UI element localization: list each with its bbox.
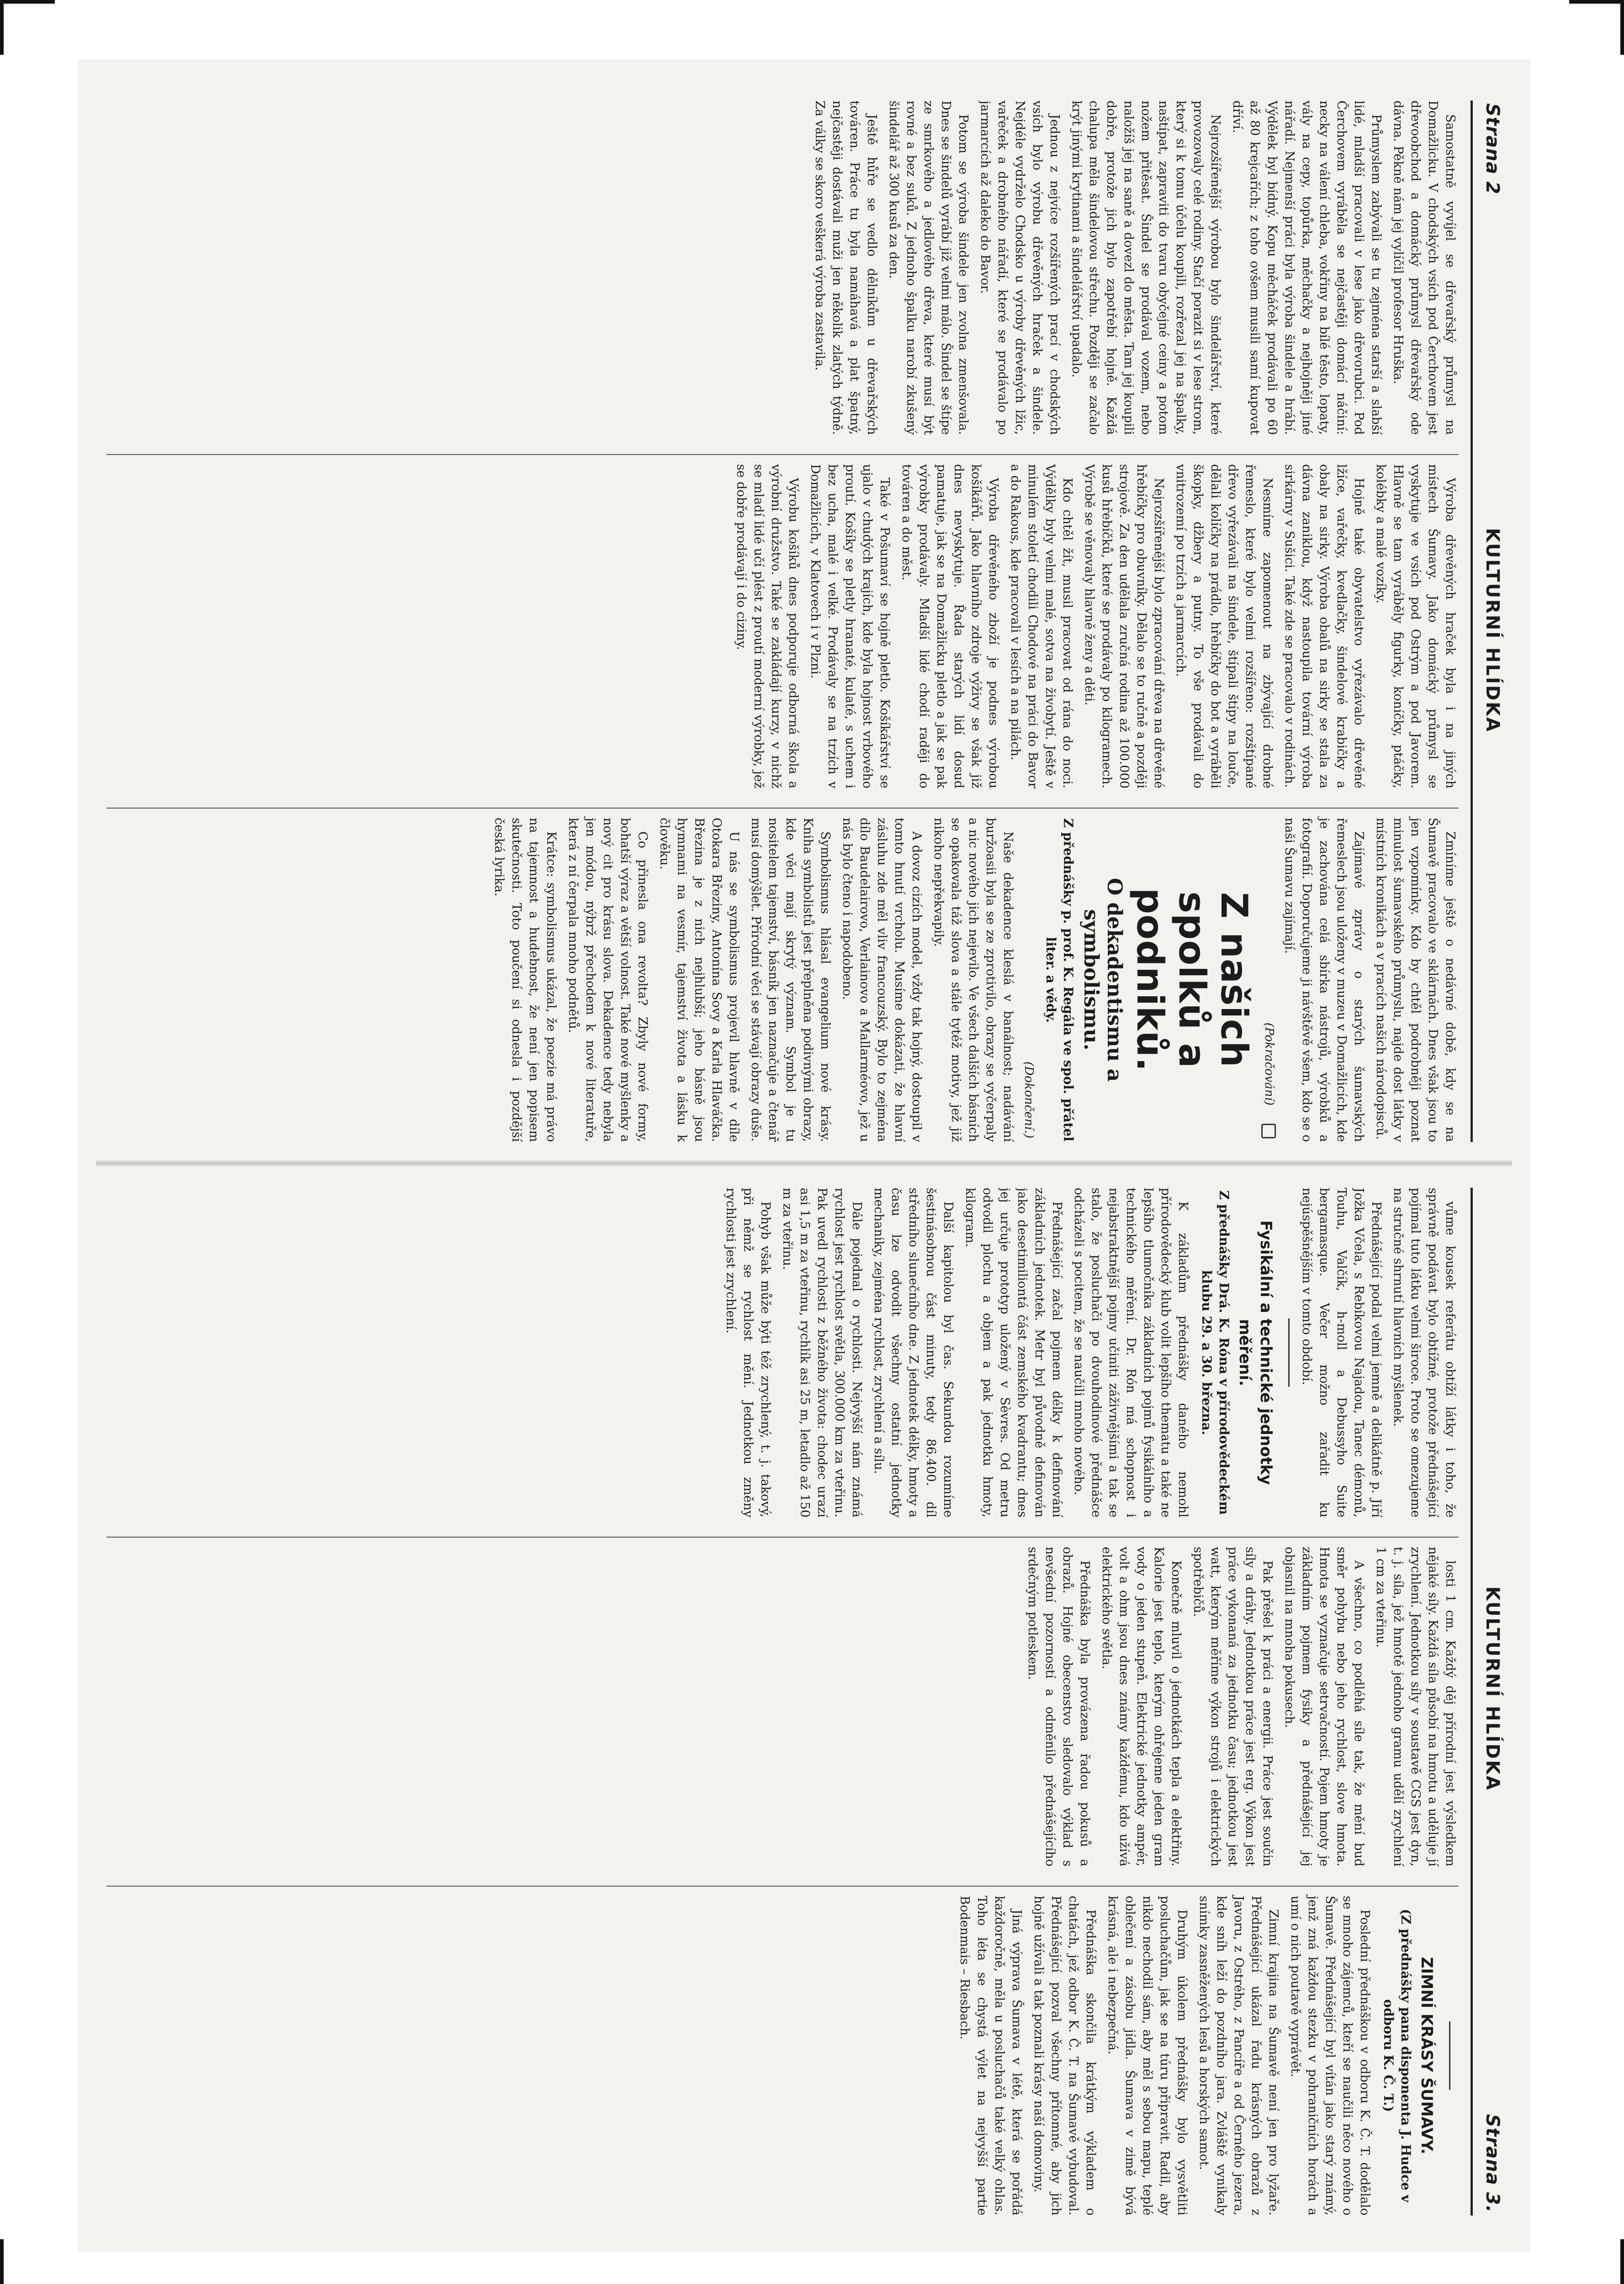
paragraph: Symbolismus hlásal evangelium nové krásy. Kniha symbolistů jest přeplněna podivnými obrazy, kde věci mají skrytý význam. Symbol je tu nositelem tajemství, básník jen naznačuje a čtenář musí domýšlet. Přírodní věci se stávají obrazy duše.	[749, 818, 832, 1142]
columns-left	[106, 100, 1459, 1142]
paragraph: Druhým úkolem přednášky bylo vysvětliti posluchačům, jak se na túru připravit. Radil, aby nikdo nechodil sám, aby měl s sebou mapu, teplé oblečení a zásobu jídla. Šumava v zimě bývá krásná, ale i nebezpečná.	[1106, 1896, 1189, 2215]
page-left	[96, 100, 1503, 1142]
paragraph: Poslední přednáškou v odboru K. Č. T. dodělalo se mnoho zájemců, kteří se naučili něco nového o Šumavě. Přednášející byl vítán jako starý známý, jenž zná každou stezku v pohraničních horách a umí o nich poutavě vyprávět.	[1288, 1896, 1372, 2215]
columns-right	[106, 1188, 1459, 2215]
paragraph: Výrobu košíků dnes podporuje odborná škola a výrobní družstvo. Také se zakládají kurzy, v nichž se mladí lidé učí plést z proutí moderní výrobky, jež se dobře prodávají i do ciziny.	[734, 464, 800, 788]
paragraph: Pohyb však může býti též zrychlený, t. j. takový, při němž se rychlost mění. Jednotkou změny rychlosti jest zrychlení.	[724, 1188, 772, 1517]
column-1	[106, 1188, 1459, 1517]
paragraph: Přednáška byla provázena řadou pokusů a obrazů. Hojné obecenstvo sledovalo výklad s nevšední pozorností a odměnilo přednášejícího srdečným potleskem.	[1026, 1547, 1092, 1866]
paragraph: U nás se symbolismus projevil hlavně v díle Otokara Březiny, Antonína Sovy a Karla Hlaváčka. Březina je z nich nejhlubší; jeho básně jsou hymnami na vesmír, tajemství života a lásku k člověku.	[657, 818, 741, 1142]
paragraph: A dovoz cizích model, vždy tak hojný, dostoupil v tomto hnutí vrcholu. Musíme dokázati, že hlavní zásluhu zde měl vliv francouzský. Bylo to zejména dílo Baudelairovo, Verlainovo a Mallarméovo, jež u nás bylo čteno i napodobeno.	[840, 818, 924, 1142]
article-subtitle: O dekadentismu a symbolismu.	[1079, 878, 1126, 1082]
crop-mark	[0, 0, 55, 4]
page-fold	[96, 1160, 1512, 1167]
paragraph: Jednou z nejvíce rozšířených prací v chodských vsích bylo výrobu dřevěných hraček a šindele. Nejdéle vydrželo Chodsko u výroby dřevěných lžic, vařeček a drobného nářadí, které se prodávalo po jarmarcích až daleko do Bavor.	[978, 100, 1062, 435]
article-byline: Z přednášky p. prof. K. Regála ve spol. přátel liter. a vědy.	[1043, 818, 1076, 1142]
paragraph: Přednáška skončila krátkým výkladem o chatách, jež odbor K. Č. T. na Šumavě vybudoval. Přednášející pozval všechny přítomné, aby jich hojně užívali a tak poznali krásy naší domoviny.	[1032, 1896, 1098, 2215]
section-heading: ZIMNÍ KRÁSY ŠUMAVY.	[1418, 1956, 1436, 2155]
column-2	[106, 1537, 1459, 1866]
running-head-title: KULTURNÍ HLÍDKA	[1482, 528, 1503, 733]
paragraph: Hojně také obyvatelstvo vyřezávalo dřevěné lžíce, vařečky, kvedlačky, šindelové krabičky a obaly na sirky. Výroba obalů na sirky se stala za dávna zaniklou, když nastoupila tovární výroba sirkárny v Sušici. Také zde se pracovalo v rodinách.	[1282, 464, 1366, 788]
paragraph: Ještě hůře se vedlo dělníkům u dřevařských továren. Práce tu byla namáhavá a plat špatný, nejčastěji dostávali muži jen několik zlatých týdně. Za války se skoro veškerá výroba zastavila.	[813, 100, 879, 435]
article-title: Z našich spolků a podniků.	[1129, 888, 1255, 1072]
article-note: (Dokončení.)	[1022, 1061, 1036, 1138]
page-number: Strana 3.	[1482, 2114, 1503, 2213]
crop-mark	[0, 2239, 4, 2284]
paragraph: Naše dekadence kleslá v banálnost; nadávání buržoasii byla se ze zprotivilo, obrazy se vyčerpaly a nic nového jich nejevilo. Ve všech dalších básních se opakovala táž slova a stále tytéž motivy, jež již nikoho nepřekvapily.	[931, 818, 1015, 1142]
paragraph: Jiná výprava Šumava v létě, která se pořádá každoročně, měla u posluchačů také velký ohlas. Toho léta se chystá výlet na nejvyšší partie Bodenmais – Riesbach.	[957, 1896, 1024, 2215]
page-right	[96, 1188, 1503, 2215]
paragraph: Potom se výroba šindele jen zvolna zmenšovala. Dnes se šindelů vyrábí již velmi málo. Šindel se štípe ze smrkového a jedlového dřeva, které musí být rovné a bez suků. Z jednoho špalku narobí zkušený šindelář až 300 kusů za den.	[887, 100, 970, 435]
running-header-left	[1471, 100, 1503, 1142]
crop-mark	[0, 0, 4, 55]
running-head-title: KULTURNÍ HLÍDKA	[1482, 1586, 1503, 1792]
column-2	[106, 454, 1459, 788]
paragraph: Nesmíme zapomenout na zbývající drobné řemeslo, které bylo velmi rozšířeno: rozštípané dřevo vyřezávali na šindele, štípali štípy na louče, dělali kolíčky na prádlo, hřebíčky do bot a vyráběli škopky, džbery a putny. To vše prodávali do vnitrozemí po trzích a jarmarcích.	[1174, 464, 1275, 788]
paragraph: Také v Pošumaví se hojně pletlo. Košíkářství se ujalo v chudých krajích, kde byla hojnost vrbového proutí. Košíky se pletly hranaté, kulaté, s uchem i bez ucha, malé i velké. Prodávaly se na trzích v Domažlicích, v Klatovech i v Plzni.	[808, 464, 892, 788]
paragraph: losti 1 cm. Každý děj přírodní jest výsledkem nějaké síly. Každá síla působí na hmotu a uděluje jí zrychlení. Jednotkou síly v soustavě CGS jest dyn, t. j. síla, jež hmotě jednoho gramu udělí zrychlení 1 cm za vteřinu.	[1374, 1547, 1457, 1866]
paragraph: Konečně mluvil o jednotkách tepla a elektřiny. Kalorie jest teplo, kterým ohřejeme jeden gram vody o jeden stupeň. Elektrické jednotky ampér, volt a ohm jsou dnes známy každému, kdo užívá elektrického světla.	[1100, 1547, 1183, 1866]
crop-mark	[1620, 2239, 1624, 2284]
section-byline: Z přednášky Drá. K. Róna v přírodovědeckém klubu 29. a 30. března.	[1199, 1190, 1232, 1515]
paragraph: A všechno, co podléhá síle tak, že mění buď směr pohybu nebo jeho rychlost, slove hmota. Hmota se vyznačuje setrvačností. Pojem hmoty je základním pojmem fysiky a přednášející jej objasnil na mnoha pokusech.	[1282, 1547, 1366, 1866]
paragraph: Výroba dřevěného zboží je podnes výrobou košíkářů. Jako hlavního zdroje výživy se však již dnes nevyskytuje. Řada starých lidí dosud pamatuje, jak se na Domažlicku pletlo a jak se pak výrobky prodávaly. Mladší lidé chodí raději do továren a do měst.	[899, 464, 1000, 788]
paragraph: Krátce: symbolismus ukázal, že poezie má právo na tajemnost a hudebnost, že není jen popisem skutečnosti. Toto poučení si odnesla i pozdější česká lyrika.	[492, 818, 558, 1142]
paragraph: Přednášející podal velmi jemně a delikátně p. Jiří Jožka Včela, s Rebíkovou Najadou, Tanec démonů, Touhu, Valčík, h-moll a Debussyho Suite bergamasque. Večer možno zařadit ku nejúspěšnějším v tomto období.	[1300, 1188, 1383, 1517]
section-byline: (Z přednášky pana disponenta J. Hudce v odboru K. Č. T.)	[1381, 1909, 1413, 2203]
paragraph: Výroba dřevěných hraček byla i na jiných místech Šumavy. Jako domácký průmysl se vyskytuje ve vsích pod Ostrým a pod Javorem. Hlavně se tam vyráběly figurky, koníčky, ptáčky, kolébky a malé vozíky.	[1374, 464, 1457, 788]
paragraph: Přednášející začal pojmem délky k definování základních jednotek. Metr byl původně definován jako desetimiliontá část zemského kvadrantu; dnes jej určuje prototyp uložený v Sèvres. Od metru odvodil plochu a objem a pak jednotku hmoty, kilogram.	[963, 1188, 1064, 1517]
newspaper-spread	[78, 59, 1530, 2252]
crop-mark	[1569, 0, 1624, 4]
page-marker-icon	[1261, 1124, 1276, 1138]
paragraph: Zmíníme ještě o nedávné době, kdy se na Šumavě pracovalo ve sklárnách. Dnes však jsou to jen vzpomínky. Kdo by chtěl podrobněji poznat minulost šumavského průmyslu, najde dost látky v místních kronikách a v pracích našich národopisců.	[1374, 818, 1457, 1142]
running-header-right	[1471, 1188, 1503, 2215]
paragraph: Co přinesla ona revolta? Zbyly nové formy, bohatší výraz a větší volnost. Také nové myšlenky a nový cit pro krásu slova. Dekadence tedy nebyla jen módou, nýbrž přechodem k nové literatuře, která z ní čerpala mnoho podnětů.	[566, 818, 650, 1142]
paragraph: Nejrozšířenější bylo zpracování dřeva na dřevěné hřebíčky pro obuvníky. Dělalo se to ručně a později strojově. Za den udělala zručná rodina až 100.000 kusů hřebíčků, které se prodávaly po kilogramech. Výrobě se věnovaly hlavně ženy a děti.	[1082, 464, 1166, 788]
paragraph: vůme kousek referátu obtíží látky i toho, že správně podávat bylo obtížné, protože přednášející pojímal tuto látku velmi široce. Proto se omezujeme na stručné shrnutí hlavních myšlenek.	[1391, 1188, 1457, 1517]
paragraph: Pak přešel k práci a energii. Práce jest součin síly a dráhy. Jednotkou práce jest erg. Výkon jest práce vykonaná za jednotku času; jednotkou jest watt, kterým měříme výkon strojů i elektrických spotřebičů.	[1191, 1547, 1275, 1866]
paragraph: Další kapitolou byl čas. Sekundou rozumíme šestinásobnou část minuty, tedy 86.400. díl středního slunečního dne. Z jednotek délky, hmoty a času lze odvodit všechny ostatní jednotky mechaniky, zejména rychlost, zrychlení a sílu.	[872, 1188, 955, 1517]
scanned-sheet	[78, 59, 1530, 2252]
section-rule	[1449, 2021, 1450, 2090]
section-heading: Fysikální a technické jednotky měření.	[1236, 1220, 1275, 1485]
paragraph: Nejrozšířenější výrobou bylo šindelářství, které provozovaly celé rodiny. Stačí porazit si v lese strom, který si k tomu účelu koupili, rozřezal jej na špalky, naštípat, zapraviti do tvaru obyčejné ceiny a potom nožem přitěsat. Šindel se prodával vozem, nebo naložíš jej na saně a dovezl do města. Tam jej koupili dobře, protože jich bylo zapotřebí hojně. Každá chalupa měla šindelovou střechu. Později se začalo krýt jinými krytinami a šindelářství upadalo.	[1069, 100, 1222, 435]
page-number: Strana 2	[1482, 103, 1503, 195]
paragraph: Průmyslem zabývali se tu zejména starší a slabší lidé, mladší pracovali v lese jako dřevorubci. Pod Čerchovem vyráběla se nejčastěji domácí náčiní: necky na válení chleba, vokřiny na bílé těsto, lopaty, vály na cepy, topůrka, měchačky a nejhojněji jiné nářadí. Nejmenší práci byla výroba šindele a hrábí. Výdělek byl bídný. Kopu měcháček prodávali po 60 až 80 krejcařích; z toho ovšem musili samí kupovat dříví.	[1230, 100, 1383, 435]
paragraph: Zajímavé zprávy o starých šumavských řemeslech jsou uloženy v muzeu v Domažlicích, kde je zachována celá sbírka nástrojů, výrobků a fotografií. Doporučujeme ji návštěvě všem, kdo se o naši Šumavu zajímají.	[1282, 818, 1366, 1142]
continuation-note: (Pokračování)	[1261, 818, 1276, 1138]
paragraph: Samostatně vyvíjel se dřevařský průmysl na Domažlicku. V chodských vsích pod Čerchovem jest dřevoobchod a domácký průmysl dřevařský ode dávna. Pěkně nám jej vylíčil profesor Hruška.	[1391, 100, 1457, 435]
crop-mark	[1620, 0, 1624, 55]
paragraph: Kdo chtěl žít, musil pracovat od rána do noci. Výdělky byly velmi malé, sotva na živobytí. Ještě v minulém století chodili Chodové na práci do Bavor a do Rakous, kde pracovali v lesích a na pilách.	[1008, 464, 1074, 788]
paragraph: Zimní krajina na Šumavě není jen pro lyžaře. Přednášející ukázal řadu krásných obrazů z Javoru, z Ostrého, z Pancíře a od Černého jezera, kde sníh leží do pozdního jara. Zvláště vynikaly snímky zasněžených lesů a horských samot.	[1197, 1896, 1280, 2215]
column-1	[106, 100, 1459, 435]
column-3	[106, 808, 1459, 1142]
paragraph: Dále pojednal o rychlosti. Nejvyšší nám známá rychlost jest rychlost světla, 300.000 km za vteřinu. Pak uvedl rychlosti z běžného života: chodec urazí asi 1,5 m za vteřinu, rychlík asi 25 m, letadlo až 150 m za vteřinu.	[780, 1188, 864, 1517]
column-3	[106, 1886, 1459, 2215]
section-rule	[1288, 1318, 1290, 1387]
paragraph: K základům přednášky daného nemohl přírodovědecký klub volit lepšího thematu a také ne lepšího tlumočníka základních pojmů fysikálního a technického měření. Dr. Rón má schopnost i nejabstraktnější pojmy učiniti záživnějšími a tak se stalo, že posluchači po dvouhodinové přednášce odcházeli s pocitem, že se naučili mnoho nového.	[1072, 1188, 1190, 1517]
